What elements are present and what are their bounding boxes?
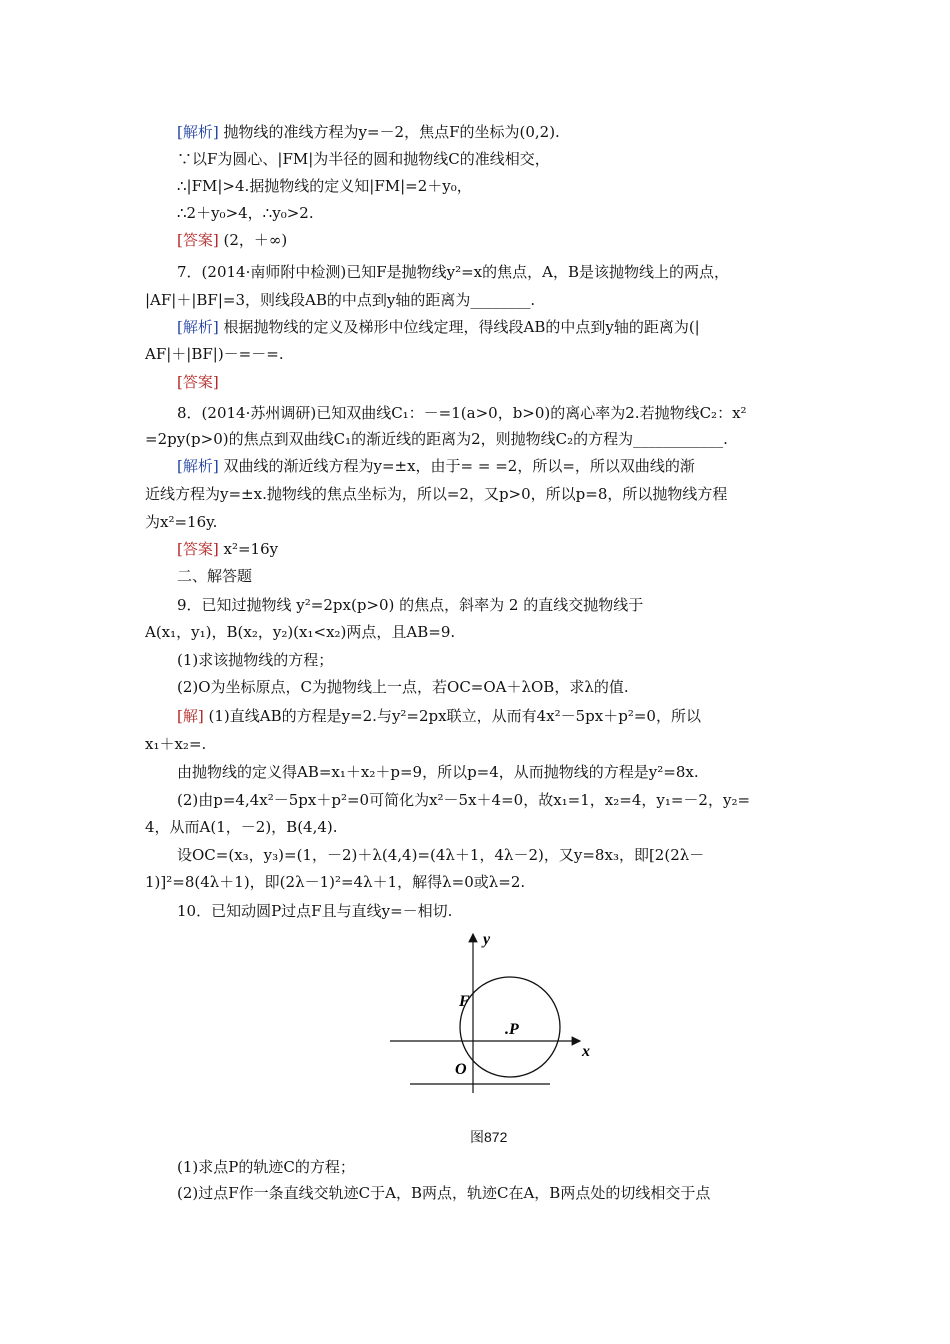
- text-line: [177, 790, 839, 810]
- line-text: 8．(2014·苏州调研)已知双曲线C₁：－=1(a>0，b>0)的离心率为2.若抛物线C₂：x²: [177, 404, 747, 422]
- line-text: 由抛物线的定义得AB=x₁＋x₂＋p=9，所以p=4，从而抛物线的方程是y²=8x.: [177, 763, 699, 781]
- answer-tag: [答案]: [177, 540, 219, 558]
- line-text: (2)过点F作一条直线交轨迹C于A，B两点，轨迹C在A，B两点处的切线相交于点: [177, 1184, 711, 1202]
- line-text: AF|＋|BF|)－=－=.: [145, 345, 284, 363]
- line-text: 二、解答题: [177, 567, 253, 585]
- y-axis-label: y: [483, 931, 491, 948]
- answer-line: [177, 230, 839, 250]
- question-line: [145, 622, 807, 642]
- text-line: [145, 344, 807, 364]
- line-text: 抛物线的准线方程为y=－2，焦点F的坐标为(0,2).: [218, 123, 560, 141]
- line-text: 为x²=16y.: [145, 513, 218, 531]
- question-line: [177, 595, 839, 615]
- section-heading: [177, 566, 839, 586]
- question-line: [177, 1157, 839, 1177]
- answer-line: [177, 372, 839, 392]
- line-text: (1)直线AB的方程是y=2.与y²=2px联立，从而有4x²－5px＋p²=0，所以: [203, 707, 701, 725]
- circle-tangent-figure: [388, 928, 598, 1098]
- text-line: [145, 734, 807, 754]
- point-p-label: .P: [505, 1021, 519, 1038]
- text-line: [145, 512, 807, 532]
- text-line: [177, 762, 839, 782]
- line-text: (1)求点P的轨迹C的方程；: [177, 1158, 355, 1176]
- line-text: (2，＋∞): [218, 231, 288, 249]
- question-line: [177, 1183, 839, 1203]
- text-line: [177, 203, 839, 223]
- question-line: [177, 650, 839, 670]
- text-line: [177, 149, 839, 169]
- analysis-tag: [解析]: [177, 318, 219, 336]
- line-text: (1)求该抛物线的方程；: [177, 651, 334, 669]
- analysis-tag: [解析]: [177, 457, 219, 475]
- line-text: 10．已知动圆P过点F且与直线y=－相切.: [177, 902, 453, 920]
- question-line: [177, 262, 839, 282]
- text-line: [145, 484, 807, 504]
- line-text: (2)由p=4,4x²－5px＋p²=0可简化为x²－5x＋4=0，故x₁=1，x₂=4，y₁=－2，y₂=: [177, 791, 751, 809]
- text-line: [177, 845, 839, 865]
- answer-tag: [答案]: [177, 373, 219, 391]
- line-text: =2py(p>0)的焦点到双曲线C₁的渐近线的距离为2，则抛物线C₂的方程为____________.: [145, 430, 728, 448]
- question-line: [177, 901, 839, 921]
- analysis-tag: [解析]: [177, 123, 219, 141]
- line-text: (2)O为坐标原点，C为抛物线上一点，若OC=OA＋λOB，求λ的值.: [177, 678, 629, 696]
- question-line: [177, 403, 839, 423]
- line-text: 近线方程为y=±x.抛物线的焦点坐标为，所以=2，又p>0，所以p=8，所以抛物线方程: [145, 485, 728, 503]
- line-text: x₁＋x₂=.: [145, 735, 207, 753]
- text-line: [177, 176, 839, 196]
- line-text: ∵以F为圆心、|FM|为半径的圆和抛物线C的准线相交，: [177, 150, 550, 168]
- text-line: [145, 872, 807, 892]
- line-text: |AF|＋|BF|=3，则线段AB的中点到y轴的距离为________.: [145, 291, 536, 309]
- question-line: [145, 429, 807, 449]
- text-line: [145, 817, 807, 837]
- solution-line: [177, 456, 839, 476]
- solution-line: [177, 122, 839, 142]
- answer-line: [177, 539, 839, 559]
- line-text: ∴2＋y₀>4，∴y₀>2.: [177, 204, 314, 222]
- line-text: 双曲线的渐近线方程为y=±x，由于= = =2，所以=，所以双曲线的渐: [218, 457, 695, 475]
- solution-tag: [解]: [177, 707, 204, 725]
- line-text: 7．(2014·南师附中检测)已知F是抛物线y²=x的焦点，A，B是该抛物线上的两点，: [177, 263, 729, 281]
- question-line: [177, 677, 839, 697]
- x-axis-label: x: [582, 1043, 590, 1060]
- point-f-label: F: [459, 993, 470, 1010]
- answer-tag: [答案]: [177, 231, 219, 249]
- line-text: 1)]²=8(4λ＋1)，即(2λ－1)²=4λ＋1，解得λ=0或λ=2.: [145, 873, 526, 891]
- line-text: x²=16y: [218, 540, 279, 558]
- line-text: 设OC=(x₃，y₃)=(1，－2)＋λ(4,4)=(4λ＋1，4λ－2)，又y=8x₃，即[2(2λ－: [177, 846, 705, 864]
- solution-line: [177, 706, 839, 726]
- line-text: ∴|FM|>4.据抛物线的定义知|FM|=2＋y₀，: [177, 177, 472, 195]
- question-line: [145, 290, 807, 310]
- figure-caption: 图872: [470, 1129, 508, 1145]
- line-text: 9．已知过抛物线 y²=2px(p>0) 的焦点，斜率为 2 的直线交抛物线于: [177, 596, 644, 614]
- line-text: A(x₁，y₁)，B(x₂，y₂)(x₁<x₂)两点，且AB=9.: [145, 623, 456, 641]
- solution-line: [177, 317, 839, 337]
- line-text: 4，从而A(1，－2)，B(4,4).: [145, 818, 338, 836]
- line-text: 根据抛物线的定义及梯形中位线定理，得线段AB的中点到y轴的距离为(|: [218, 318, 700, 336]
- origin-label: O: [455, 1061, 467, 1078]
